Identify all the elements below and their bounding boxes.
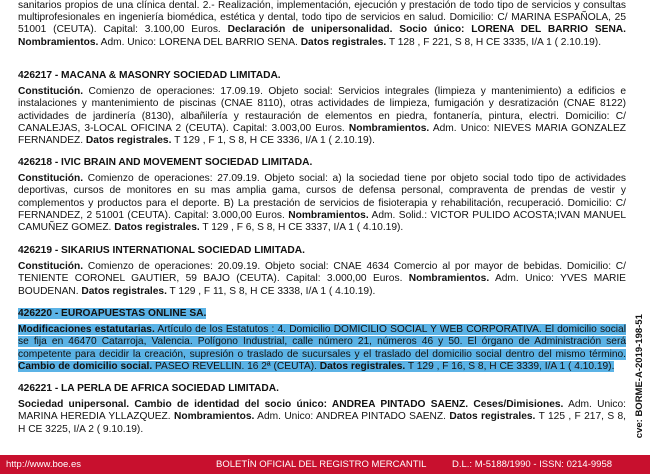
- bold-run: Constitución.: [18, 173, 84, 185]
- footer-legal-deposit: D.L.: M-5188/1990 - ISSN: 0214-9958: [452, 459, 613, 470]
- bold-run: Constitución.: [18, 261, 84, 273]
- bold-run: Declaración de unipersonalidad. Socio único: LORENA DEL BARRIO SENA. Nombramientos.: [18, 24, 626, 48]
- footer-bar: [0, 455, 650, 474]
- bold-run: Nombramientos.: [348, 122, 430, 134]
- entry-426217: [18, 70, 626, 147]
- bold-run: Datos registrales.: [300, 36, 387, 48]
- bold-run: Modificaciones estatutarias.: [18, 324, 155, 336]
- selection-highlight: 426220 - EUROAPUESTAS ONLINE SA.: [18, 308, 207, 319]
- bold-run: Cambio de domicilio social.: [18, 360, 153, 372]
- text-run: T 129 , F 1, S 8, H CE 3336, I/A 1 ( 2.10.19).: [171, 135, 375, 147]
- text-run: Adm. Solid.: VICTOR PULIDO ACOSTA;IVAN MANUEL CAMUÑEZ GOMEZ.: [18, 209, 626, 234]
- entry-text: [18, 324, 626, 373]
- entry-title: 426221 - LA PERLA DE AFRICA SOCIEDAD LIMITADA.: [18, 383, 279, 394]
- text-run: sanitarios propios de una clínica dental. 2.- Realización, implementación, ejecución y prestación de todo tipo de servicios y consultas multiprofesionales en ingeniería biomédica, estética y dental, todo tipo de servicios en salud. Domicilio: C/ MARINA ESPAÑOLA, 25 51001 (CEUTA). Capital: 3.100,00 Euros.: [18, 0, 626, 36]
- footer-url-link[interactable]: http://www.boe.es: [6, 459, 81, 470]
- entry-426221: [18, 383, 626, 436]
- text-run: PASEO REVELLIN. 16 2ª (CEUTA).: [152, 360, 320, 372]
- bold-run: Nombramientos.: [173, 411, 255, 423]
- bold-run: Datos registrales.: [319, 360, 406, 372]
- text-run: Comienzo de operaciones: 17.09.19. Objeto social: Servicios integrales (limpieza y mantenimiento) a edificios e instalaciones y mantenimiento de piscinas (CNAE 8110), otras actividades de limpieza, fumigación y desratización (CNAE 8122) actividades de jardinería (8130), albañilería y restauración de elementos en piedra, fontanería, pintura, electri. Domicilio: C/ CANALEJAS, 3-LOCAL OFICINA 2 (CEUTA). Capital: 3.003,00 Euros.: [18, 86, 626, 134]
- bold-run: Constitución.: [18, 86, 84, 98]
- entry-text: [18, 86, 626, 147]
- entry-text: [18, 261, 626, 298]
- text-run: T 129 , F 6, S 8, H CE 3337, I/A 1 ( 4.10.19).: [199, 222, 404, 234]
- entry-title: 426218 - IVIC BRAIN AND MOVEMENT SOCIEDAD LIMITADA.: [18, 157, 313, 168]
- cve-text: cve: BORME-A-2019-198-51: [633, 313, 645, 438]
- text-run: Adm. Unico: LORENA DEL BARRIO SENA.: [98, 36, 301, 48]
- footer-title: BOLETÍN OFICIAL DEL REGISTRO MERCANTIL: [216, 459, 427, 470]
- entry-text: [18, 173, 626, 234]
- entry-426218: [18, 157, 626, 234]
- selection-highlight: [18, 324, 626, 372]
- entry-text: [18, 399, 626, 436]
- text-run: T 125 , F 217, S 8, H CE 3225, I/A 2 ( 9.10.19).: [18, 411, 626, 435]
- entry-title: [18, 308, 626, 320]
- text-run: T 128 , F 221, S 8, H CE 3335, I/A 1 ( 2.10.19).: [386, 36, 602, 48]
- bold-run: Sociedad unipersonal. Cambio de identidad del socio único: ANDREA PINTADO SAENZ. Ceses/Dimisiones.: [18, 399, 564, 411]
- cve-label: [634, 308, 648, 438]
- entry-text: [18, 0, 626, 49]
- text-run: Comienzo de operaciones: 27.09.19. Objeto social: a) la sociedad tiene por objeto social todo tipo de actividades deportivas, cursos de monitores en su mas amplia gama, cursos de defensa personal, compraventa de prendas de vestir y complementos y productos para el deporte. B) La prestación de servicios de fisioterapia y rehabilitación, recuperació. Domicilio: C/ FERNANDEZ, 2 51001 (CEUTA). Capital: 3.000,00 Euros.: [18, 173, 626, 221]
- entry-426219: [18, 245, 626, 298]
- text-run: Artículo de los Estatutos : 4. Domicilio DOMICILIO SOCIAL Y WEB CORPORATIVA. El domicilio social se fija en 46470 Catarroja, Valencia. Polígono Industrial, calle número 21, números 46 y 50. El órgano de Administración será competente para decidir la creación, supresión o traslado de sucursales y el traslado del domicilio social dentro del mismo término.: [18, 324, 626, 360]
- entry-426220-selected[interactable]: [18, 308, 626, 373]
- bold-run: Datos registrales.: [449, 411, 536, 423]
- bold-run: Datos registrales.: [85, 135, 172, 147]
- text-run: Adm. Unico: YVES MARIE BOUDENAN.: [18, 273, 626, 297]
- text-run: Adm. Unico: ANDREA PINTADO SAENZ.: [254, 411, 450, 423]
- text-run: Comienzo de operaciones: 20.09.19. Objeto social: CNAE 4634 Comercio al por mayor de bebidas. Domicilio: C/ TENIENTE CORONEL GAUTIER, 59 BAJO (CEUTA). Capital: 3.000,00 Euros.: [18, 261, 626, 285]
- bold-run: Datos registrales.: [114, 222, 200, 234]
- bold-run: Nombramientos.: [408, 273, 490, 285]
- entry-title: 426217 - MACANA & MASONRY SOCIEDAD LIMITADA.: [18, 70, 281, 81]
- bold-run: Nombramientos.: [288, 209, 369, 221]
- entry-title: 426219 - SIKARIUS INTERNATIONAL SOCIEDAD LIMITADA.: [18, 245, 305, 256]
- text-run: Adm. Unico: NIEVES MARIA GONZALEZ FERNANDEZ.: [18, 122, 626, 147]
- text-run: Adm. Unico: MARINA HEREDIA YLLAZQUEZ.: [18, 399, 626, 423]
- text-run: T 129 , F 11, S 8, H CE 3338, I/A 1 ( 4.10.19).: [166, 285, 376, 297]
- text-run: T 129 , F 16, S 8, H CE 3339, I/A 1 ( 4.10.19).: [405, 360, 615, 372]
- bold-run: Datos registrales.: [81, 285, 167, 297]
- entry-continuation: [18, 0, 626, 49]
